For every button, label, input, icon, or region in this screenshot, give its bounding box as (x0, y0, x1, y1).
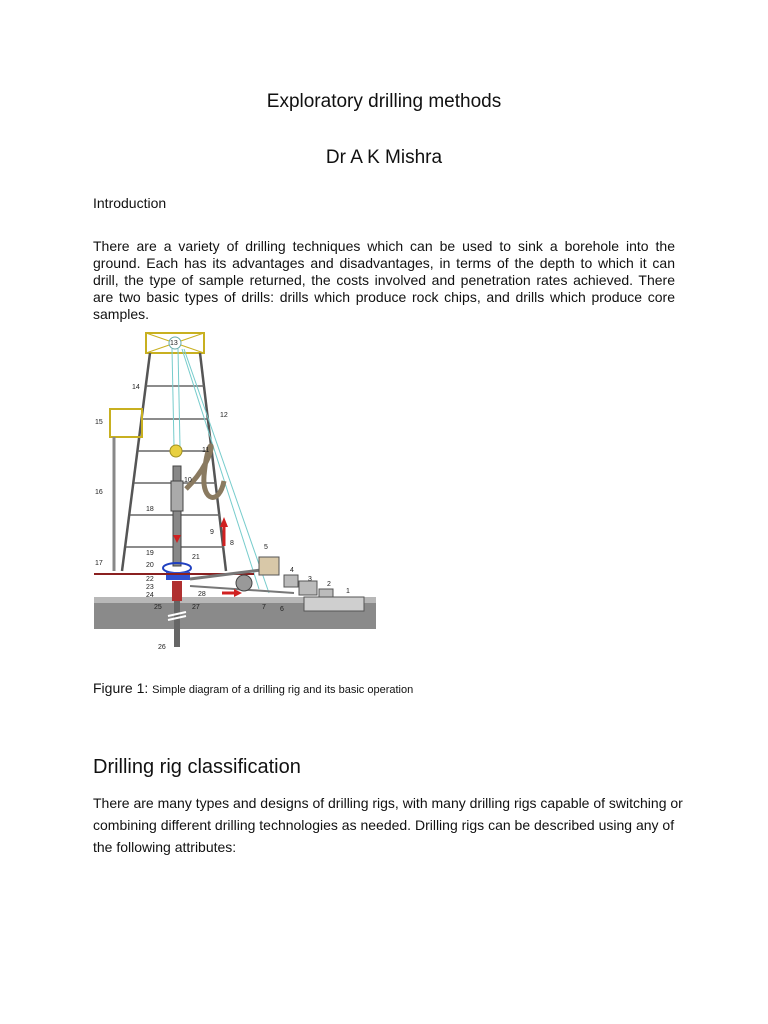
callout-9: 9 (210, 529, 214, 536)
callout-12: 12 (220, 412, 228, 419)
travelling-block (170, 445, 182, 457)
intro-paragraph: There are a variety of drilling techniques which can be used to sink a borehole into the ground. Each has its advantages and disadvantages, in terms of the depth to which it can drill, the type of sample returned, the costs involved and penetration rates achieved. There are two basic types of drills: drills which produce rock chips, and drills which produce core samples. (93, 238, 675, 322)
drilling-rig-diagram (94, 331, 378, 652)
callout-11: 11 (202, 447, 210, 454)
callout-26: 26 (158, 644, 166, 651)
callout-27: 27 (192, 604, 200, 611)
drawworks (259, 557, 279, 575)
callout-28: 28 (198, 591, 206, 598)
callout-4: 4 (290, 567, 294, 574)
drilling-rig-figure (94, 331, 378, 652)
monkey-board (110, 409, 142, 437)
callout-22: 22 (146, 576, 154, 583)
callout-24: 24 (146, 592, 154, 599)
callout-25: 25 (154, 604, 162, 611)
callout-3: 3 (308, 576, 312, 583)
figure-caption (93, 680, 413, 696)
callout-6: 6 (280, 606, 284, 613)
callout-7: 7 (262, 604, 266, 611)
figure-caption-text: Simple diagram of a drilling rig and its basic operation (152, 684, 414, 696)
document-author: Dr A K Mishra (325, 147, 443, 168)
callout-21: 21 (192, 554, 200, 561)
intro-heading: Introduction (93, 195, 167, 211)
figure-caption-label: Figure 1: (93, 680, 149, 696)
callout-19: 19 (146, 550, 154, 557)
callout-8: 8 (230, 540, 234, 547)
callout-13: 13 (170, 340, 178, 347)
callout-2: 2 (327, 581, 331, 588)
callout-10: 10 (184, 477, 192, 484)
callout-18: 18 (146, 506, 154, 513)
callout-23: 23 (146, 584, 154, 591)
callout-20: 20 (146, 562, 154, 569)
callout-16: 16 (95, 489, 103, 496)
callout-17: 17 (95, 560, 103, 567)
callout-14: 14 (132, 384, 140, 391)
section-heading: Drilling rig classification (93, 756, 301, 778)
callout-5: 5 (264, 544, 268, 551)
document-title: Exploratory drilling methods (266, 91, 502, 112)
callout-1: 1 (346, 588, 350, 595)
callout-15: 15 (95, 419, 103, 426)
section-paragraph: There are many types and designs of drilling rigs, with many drilling rigs capable of switching or combining different drilling technologies as needed. Drilling rigs can be described using any of the following attributes: (93, 795, 683, 855)
